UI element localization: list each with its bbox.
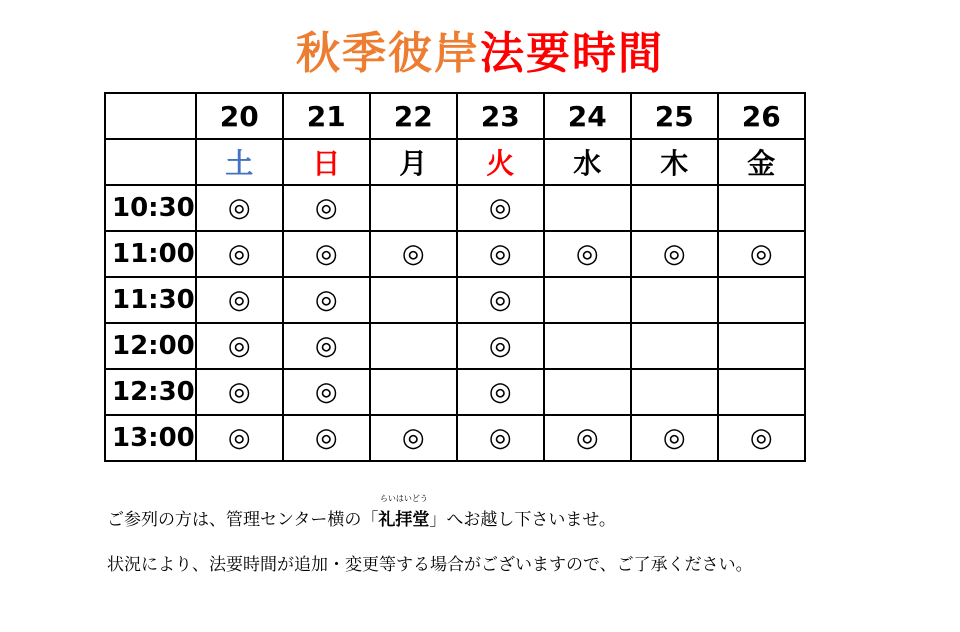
double-circle-icon: ◎: [488, 193, 512, 223]
service-mark-cell: [457, 323, 544, 369]
ruby-reihaido: [378, 494, 430, 530]
empty-cell: [370, 369, 457, 415]
empty-cell: [544, 369, 631, 415]
service-mark-cell: [718, 231, 805, 277]
double-circle-icon: ◎: [401, 423, 425, 453]
schedule-table: [104, 92, 806, 462]
empty-cell: [718, 185, 805, 231]
double-circle-icon: ◎: [227, 193, 251, 223]
page-title: [0, 24, 960, 84]
weekday-header-row: [105, 139, 805, 185]
time-row: [105, 185, 805, 231]
weekday-cell: 土: [196, 139, 283, 185]
service-mark-cell: [631, 415, 718, 461]
ruby-base: 礼拝堂: [378, 510, 430, 530]
double-circle-icon: ◎: [575, 239, 599, 269]
double-circle-icon: ◎: [227, 285, 251, 315]
time-row: [105, 231, 805, 277]
weekday-cell: 木: [631, 139, 718, 185]
title-part2: 法要時間: [480, 28, 664, 79]
time-row: [105, 369, 805, 415]
double-circle-icon: ◎: [488, 285, 512, 315]
empty-cell: [718, 277, 805, 323]
empty-cell: [544, 185, 631, 231]
service-mark-cell: [283, 185, 370, 231]
empty-cell: [370, 323, 457, 369]
double-circle-icon: ◎: [227, 423, 251, 453]
time-cell: 13:00: [105, 415, 196, 461]
service-mark-cell: [544, 231, 631, 277]
service-mark-cell: [457, 415, 544, 461]
empty-cell: [544, 277, 631, 323]
time-cell: 10:30: [105, 185, 196, 231]
double-circle-icon: ◎: [749, 423, 773, 453]
time-cell: 11:30: [105, 277, 196, 323]
service-mark-cell: [544, 415, 631, 461]
date-header-row: [105, 93, 805, 139]
note-line-1: [107, 494, 616, 530]
service-mark-cell: [457, 277, 544, 323]
double-circle-icon: ◎: [314, 239, 338, 269]
note-line-2: 状況により、法要時間が追加・変更等する場合がございますので、ご了承ください。: [107, 555, 753, 575]
service-mark-cell: [718, 415, 805, 461]
double-circle-icon: ◎: [314, 331, 338, 361]
date-cell: 25: [631, 93, 718, 139]
ruby-text: らいはいどう: [379, 494, 428, 503]
double-circle-icon: ◎: [488, 423, 512, 453]
double-circle-icon: ◎: [314, 285, 338, 315]
double-circle-icon: ◎: [227, 331, 251, 361]
service-mark-cell: [370, 415, 457, 461]
weekday-cell: 金: [718, 139, 805, 185]
date-cell: 20: [196, 93, 283, 139]
empty-cell: [631, 185, 718, 231]
service-mark-cell: [283, 415, 370, 461]
double-circle-icon: ◎: [314, 423, 338, 453]
service-mark-cell: [283, 277, 370, 323]
double-circle-icon: ◎: [662, 423, 686, 453]
service-mark-cell: [196, 323, 283, 369]
service-mark-cell: [196, 185, 283, 231]
time-row: [105, 415, 805, 461]
double-circle-icon: ◎: [314, 193, 338, 223]
service-mark-cell: [283, 323, 370, 369]
empty-cell: [370, 185, 457, 231]
empty-cell: [544, 323, 631, 369]
double-circle-icon: ◎: [227, 377, 251, 407]
time-cell: 12:30: [105, 369, 196, 415]
double-circle-icon: ◎: [401, 239, 425, 269]
service-mark-cell: [196, 415, 283, 461]
service-mark-cell: [457, 231, 544, 277]
empty-cell: [718, 369, 805, 415]
weekday-cell: 火: [457, 139, 544, 185]
service-mark-cell: [196, 277, 283, 323]
service-mark-cell: [457, 185, 544, 231]
double-circle-icon: ◎: [575, 423, 599, 453]
note-1-before: ご参列の方は、管理センター横の「: [107, 510, 379, 530]
date-cell: 24: [544, 93, 631, 139]
date-cell: 23: [457, 93, 544, 139]
double-circle-icon: ◎: [662, 239, 686, 269]
empty-cell: [718, 323, 805, 369]
time-cell: 12:00: [105, 323, 196, 369]
service-mark-cell: [283, 369, 370, 415]
weekday-cell: 月: [370, 139, 457, 185]
title-part1: 秋季彼岸: [296, 28, 480, 79]
date-cell: 26: [718, 93, 805, 139]
weekday-cell: 水: [544, 139, 631, 185]
service-mark-cell: [196, 231, 283, 277]
service-mark-cell: [370, 231, 457, 277]
double-circle-icon: ◎: [314, 377, 338, 407]
empty-cell: [631, 277, 718, 323]
weekday-cell: 日: [283, 139, 370, 185]
date-cell: 22: [370, 93, 457, 139]
service-mark-cell: [631, 231, 718, 277]
empty-cell: [370, 277, 457, 323]
empty-cell: [631, 323, 718, 369]
double-circle-icon: ◎: [227, 239, 251, 269]
time-row: [105, 323, 805, 369]
double-circle-icon: ◎: [488, 331, 512, 361]
time-cell: 11:00: [105, 231, 196, 277]
double-circle-icon: ◎: [488, 239, 512, 269]
corner-cell: [105, 93, 196, 139]
double-circle-icon: ◎: [488, 377, 512, 407]
service-mark-cell: [283, 231, 370, 277]
date-cell: 21: [283, 93, 370, 139]
service-mark-cell: [457, 369, 544, 415]
double-circle-icon: ◎: [749, 239, 773, 269]
service-mark-cell: [196, 369, 283, 415]
empty-cell: [631, 369, 718, 415]
time-row: [105, 277, 805, 323]
corner-cell: [105, 139, 196, 185]
note-1-after: 」へお越し下さいませ。: [429, 510, 616, 530]
